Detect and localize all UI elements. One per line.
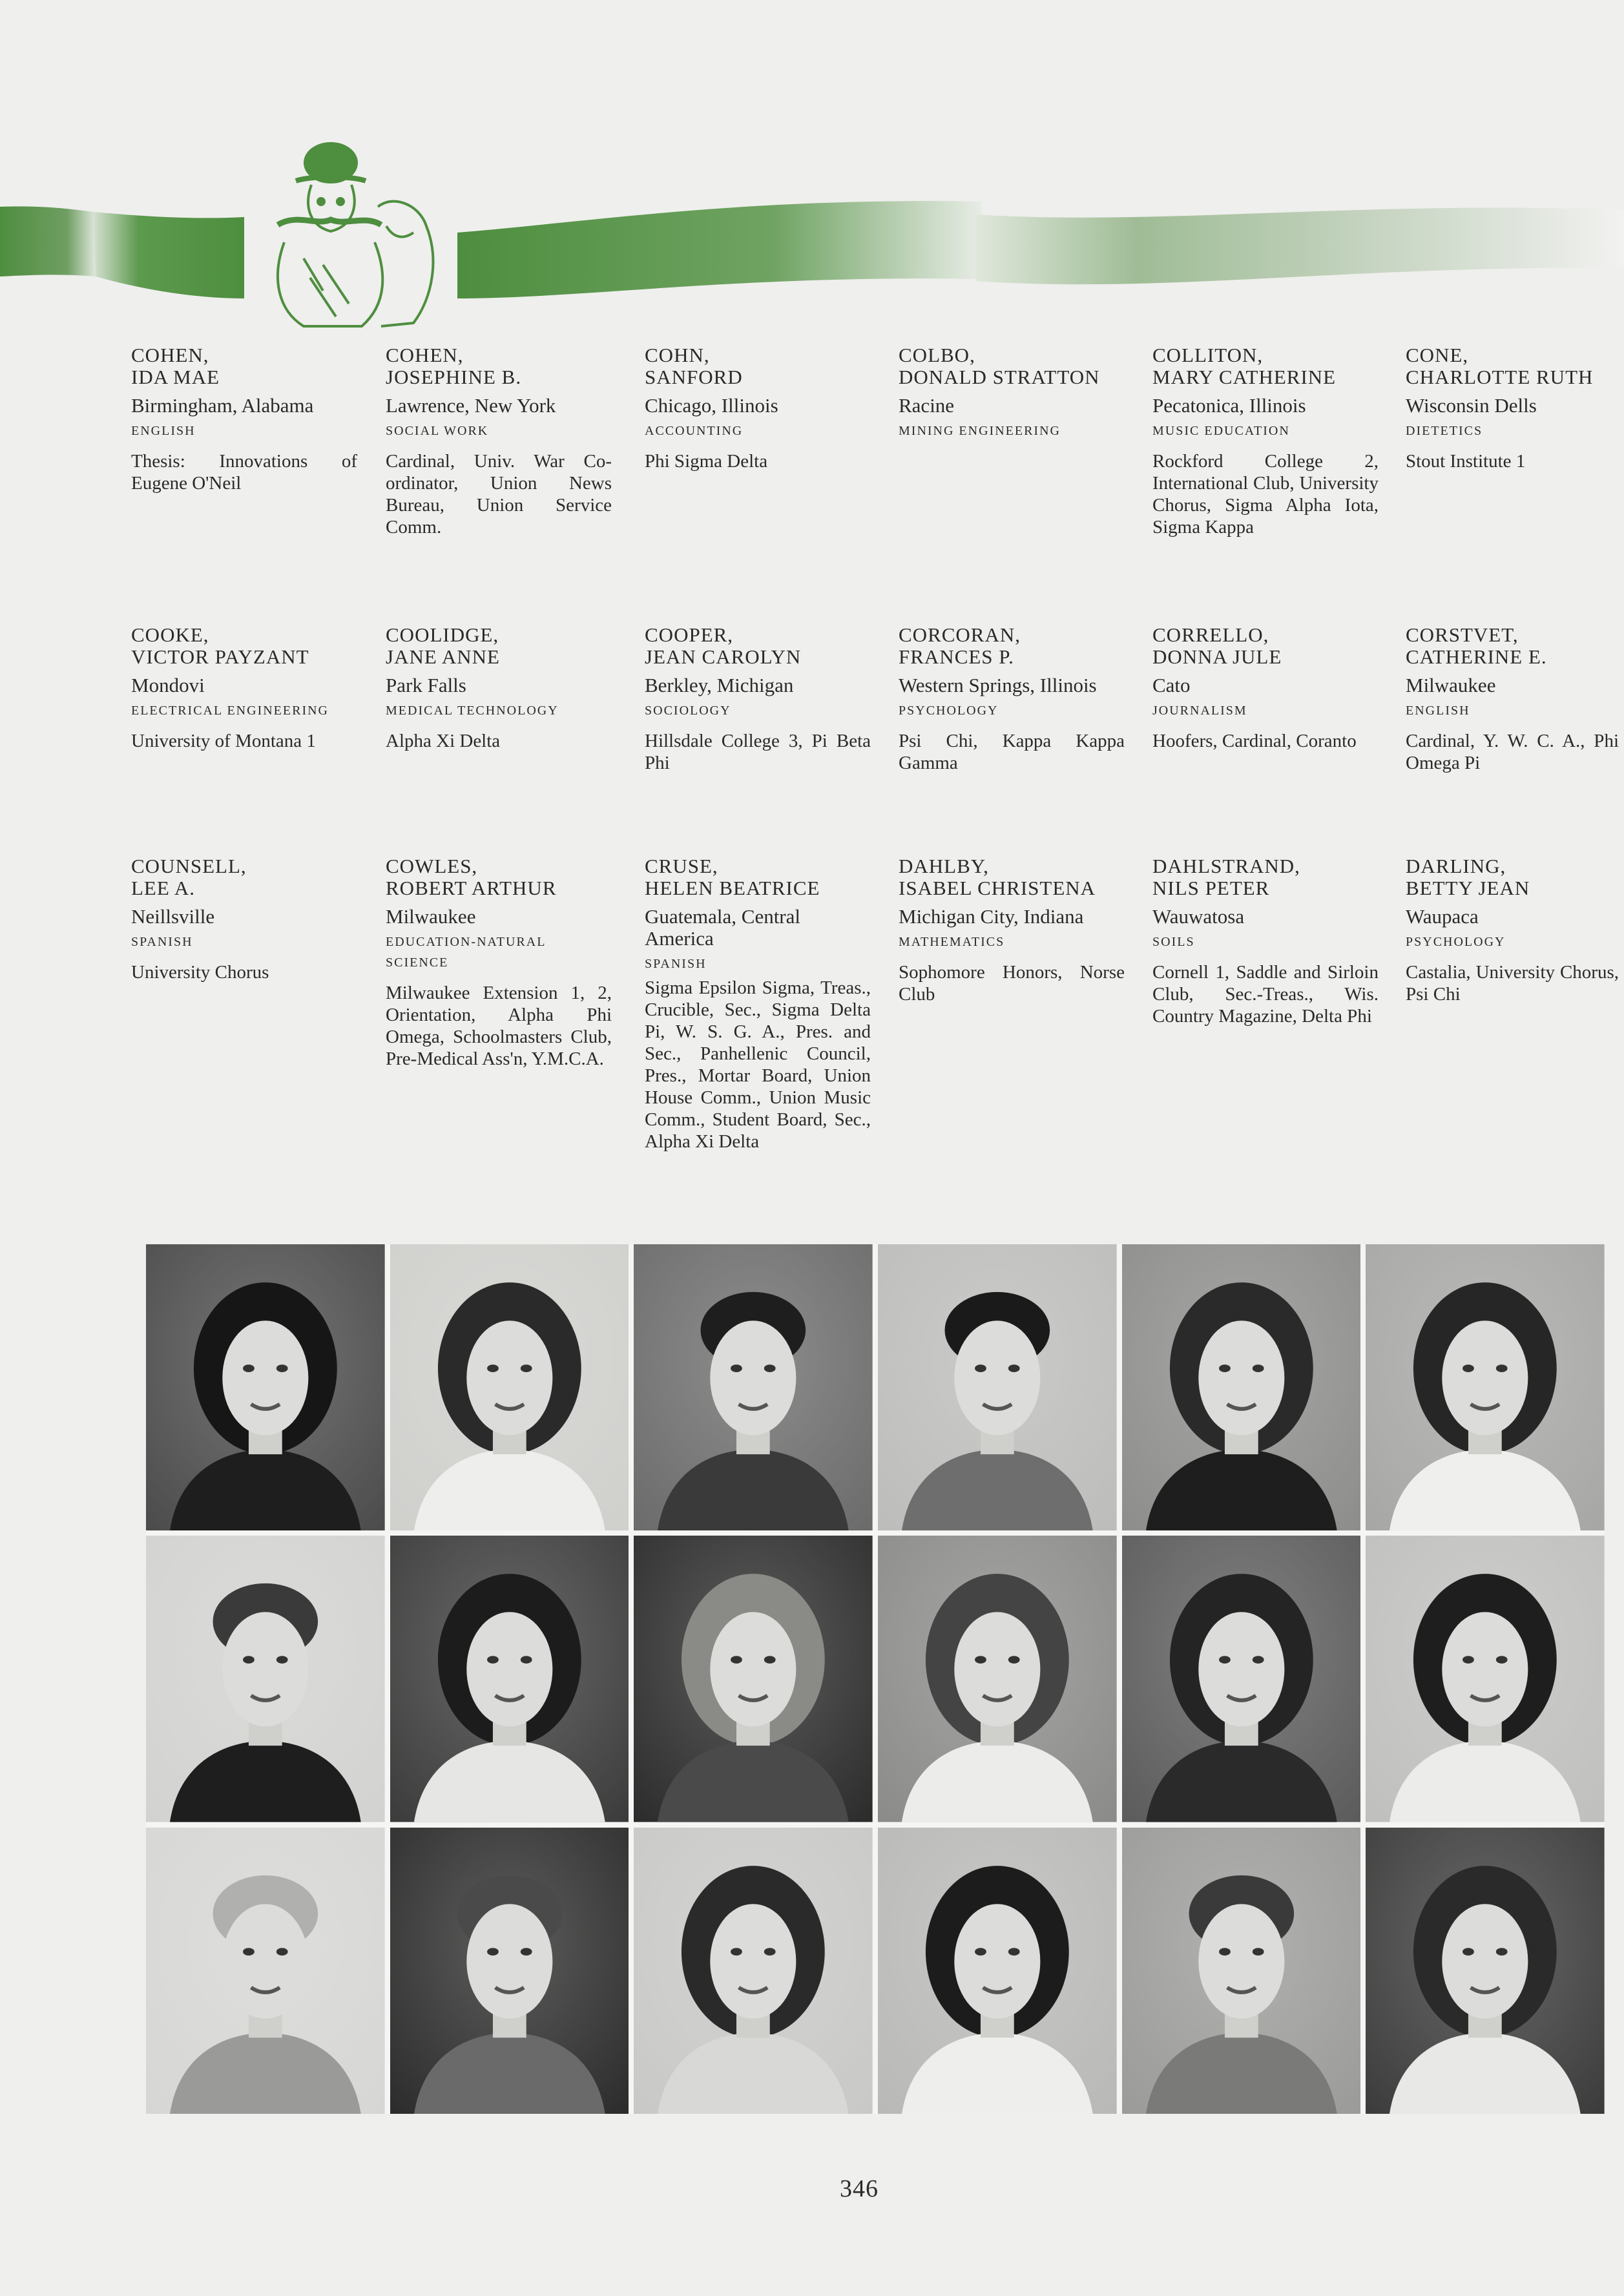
entry-hometown: Cato [1152,674,1191,696]
entry-colbo-donald [899,344,1125,450]
entry-last-name: DAHLSTRAND, [1152,855,1300,877]
entry-hometown: Mondovi [131,674,205,696]
entry-first-name: ISABEL CHRISTENA [899,877,1096,899]
entry-cooper-jean [645,624,871,774]
entry-hometown: Birmingham, Alabama [131,394,314,417]
portrait-photo [390,1536,629,1822]
entry-first-name: MARY CATHERINE [1152,366,1337,388]
entry-first-name: LEE A. [131,877,195,899]
entry-activities: Hillsdale College 3, Pi Beta Phi [645,731,871,773]
entry-last-name: COHEN, [131,344,209,366]
entry-activities: Castalia, University Chorus, Psi Chi [1406,962,1619,1005]
entry-last-name: COLLITON, [1152,344,1264,366]
entry-last-name: CONE, [1406,344,1469,366]
entry-cone-charlotte [1406,344,1619,472]
entry-first-name: JEAN CAROLYN [645,645,802,668]
entry-last-name: COHN, [645,344,710,366]
entry-first-name: VICTOR PAYZANT [131,645,309,668]
entry-last-name: CORCORAN, [899,623,1021,646]
entry-hometown: Waupaca [1406,905,1479,928]
entry-activities: Phi Sigma Delta [645,451,768,472]
entry-activities: Cornell 1, Saddle and Sirloin Club, Sec.-Treas., Wis. Country Magazine, Delta Phi [1152,962,1379,1027]
entry-department: ELECTRICAL ENGINEERING [131,704,329,718]
entry-department: SPANISH [131,935,193,949]
portrait-image [1366,1244,1605,1530]
entry-first-name: DONALD STRATTON [899,366,1100,388]
entry-hometown: Guatemala, Central America [645,905,801,950]
entry-darling-betty [1406,855,1619,1005]
entry-department: EDUCATION-NATURAL SCIENCE [386,935,546,970]
portrait-photo [878,1244,1117,1530]
portrait-photo [146,1536,385,1822]
portrait-image [146,1828,385,2114]
entry-first-name: IDA MAE [131,366,220,388]
portrait-image [390,1828,629,2114]
entry-activities: Psi Chi, Kappa Kappa Gamma [899,731,1125,773]
portrait-image [878,1244,1117,1530]
entry-hometown: Park Falls [386,674,466,696]
entry-department: MEDICAL TECHNOLOGY [386,704,559,718]
portrait-grid [146,1244,1605,2114]
portrait-photo [1122,1828,1361,2114]
entry-last-name: COLBO, [899,344,975,366]
portrait-photo [390,1828,629,2114]
portrait-image [1122,1828,1361,2114]
entry-hometown: Neillsville [131,905,215,928]
entry-activities: University of Montana 1 [131,731,316,751]
entry-activities: Hoofers, Cardinal, Coranto [1152,731,1357,751]
entry-activities: Thesis: Innovations of Eugene O'Neil [131,451,357,494]
portrait-image [634,1828,873,2114]
entry-first-name: NILS PETER [1152,877,1270,899]
portrait-photo [1366,1828,1605,2114]
entry-first-name: JOSEPHINE B. [386,366,522,388]
portrait-photo [146,1244,385,1530]
portrait-image [634,1536,873,1822]
portrait-photo [390,1244,629,1530]
entry-last-name: COOKE, [131,623,209,646]
entry-department: ENGLISH [131,424,196,438]
entry-corcoran-frances [899,624,1125,774]
entry-first-name: DONNA JULE [1152,645,1282,668]
entry-activities: Sigma Epsilon Sigma, Treas., Crucible, Sec., Sigma Delta Pi, W. S. G. A., Pres. and Sec., Panhellenic Council, Pres., Mortar Board, Union House Comm., Union Music Comm., Student Board, Sec., Alpha Xi Delta [645,977,871,1152]
entry-cruse-helen [645,855,871,1153]
portrait-image [1366,1828,1605,2114]
entry-department: ENGLISH [1406,704,1470,718]
entry-hometown: Racine [899,394,955,417]
entry-corrello-donna [1152,624,1379,752]
entry-corstvet-catherine [1406,624,1619,774]
entry-last-name: CORSTVET, [1406,623,1519,646]
portrait-photo [1122,1536,1361,1822]
entry-last-name: CRUSE, [645,855,718,877]
bowler-hat-man-cartoon [278,143,433,326]
entry-cooke-victor [131,624,357,752]
entry-department: MUSIC EDUCATION [1152,424,1290,438]
entry-activities: Cardinal, Univ. War Co-ordinator, Union News Bureau, Union Service Comm. [386,451,612,537]
entry-colliton-mary [1152,344,1379,538]
entry-last-name: COOLIDGE, [386,623,499,646]
entry-first-name: JANE ANNE [386,645,500,668]
entry-department: SOCIOLOGY [645,704,731,718]
portrait-photo [1366,1244,1605,1530]
entry-dahlby-isabel [899,855,1125,1005]
entry-activities: Rockford College 2, International Club, University Chorus, Sigma Alpha Iota, Sigma Kappa [1152,451,1379,537]
entry-hometown: Milwaukee [1406,674,1496,696]
entry-department: MATHEMATICS [899,935,1005,949]
entry-department: SOILS [1152,935,1195,949]
portrait-image [1122,1244,1361,1530]
entry-last-name: CORRELLO, [1152,623,1269,646]
entry-hometown: Western Springs, Illinois [899,674,1097,696]
green-ribbon-banner [0,129,1624,342]
entry-hometown: Chicago, Illinois [645,394,778,417]
entry-first-name: SANFORD [645,366,743,388]
entry-last-name: DAHLBY, [899,855,989,877]
entry-department: SPANISH [645,957,707,971]
entry-coolidge-jane [386,624,612,752]
entry-department: JOURNALISM [1152,704,1247,718]
portrait-image [390,1536,629,1822]
portrait-image [634,1244,873,1530]
portrait-image [1366,1536,1605,1822]
entry-activities: Milwaukee Extension 1, 2, Orientation, Alpha Phi Omega, Schoolmasters Club, Pre-Medical Ass'n, Y.M.C.A. [386,983,612,1069]
portrait-photo [1366,1536,1605,1822]
entry-first-name: CATHERINE E. [1406,645,1547,668]
entry-hometown: Milwaukee [386,905,476,928]
entry-activities: Cardinal, Y. W. C. A., Phi Omega Pi [1406,731,1619,773]
entry-last-name: COUNSELL, [131,855,247,877]
portrait-photo [878,1536,1117,1822]
portrait-image [390,1244,629,1530]
portrait-image [146,1244,385,1530]
entry-hometown: Pecatonica, Illinois [1152,394,1306,417]
entry-first-name: CHARLOTTE RUTH [1406,366,1594,388]
entry-first-name: BETTY JEAN [1406,877,1530,899]
entry-department: PSYCHOLOGY [1406,935,1506,949]
entry-department: MINING ENGINEERING [899,424,1061,438]
entry-cohen-josephine [386,344,612,538]
entry-cohn-sanford [645,344,871,472]
portrait-photo [634,1244,873,1530]
entry-last-name: COOPER, [645,623,734,646]
entry-department: DIETETICS [1406,424,1483,438]
portrait-photo [634,1828,873,2114]
entry-department: SOCIAL WORK [386,424,489,438]
portrait-photo [146,1828,385,2114]
entry-last-name: COWLES, [386,855,478,877]
entry-hometown: Lawrence, New York [386,394,556,417]
entry-first-name: ROBERT ARTHUR [386,877,557,899]
entry-activities: Sophomore Honors, Norse Club [899,962,1125,1005]
page-number: 346 [840,2175,879,2202]
portrait-image [878,1536,1117,1822]
entry-department: PSYCHOLOGY [899,704,999,718]
portrait-photo [634,1536,873,1822]
entry-hometown: Berkley, Michigan [645,674,794,696]
entry-last-name: DARLING, [1406,855,1506,877]
entry-hometown: Michigan City, Indiana [899,905,1084,928]
entry-department: ACCOUNTING [645,424,744,438]
entry-activities: Alpha Xi Delta [386,731,501,751]
entry-counsell-lee [131,855,357,983]
entry-first-name: HELEN BEATRICE [645,877,820,899]
entry-cohen-ida [131,344,357,494]
entry-activities: University Chorus [131,962,269,983]
entry-hometown: Wisconsin Dells [1406,394,1537,417]
entry-dahlstrand-nils [1152,855,1379,1027]
entry-last-name: COHEN, [386,344,464,366]
entry-hometown: Wauwatosa [1152,905,1245,928]
portrait-image [878,1828,1117,2114]
portrait-photo [878,1828,1117,2114]
entry-first-name: FRANCES P. [899,645,1014,668]
portrait-image [1122,1536,1361,1822]
entry-cowles-robert [386,855,612,1070]
portrait-photo [1122,1244,1361,1530]
portrait-image [146,1536,385,1822]
entry-activities: Stout Institute 1 [1406,451,1526,472]
